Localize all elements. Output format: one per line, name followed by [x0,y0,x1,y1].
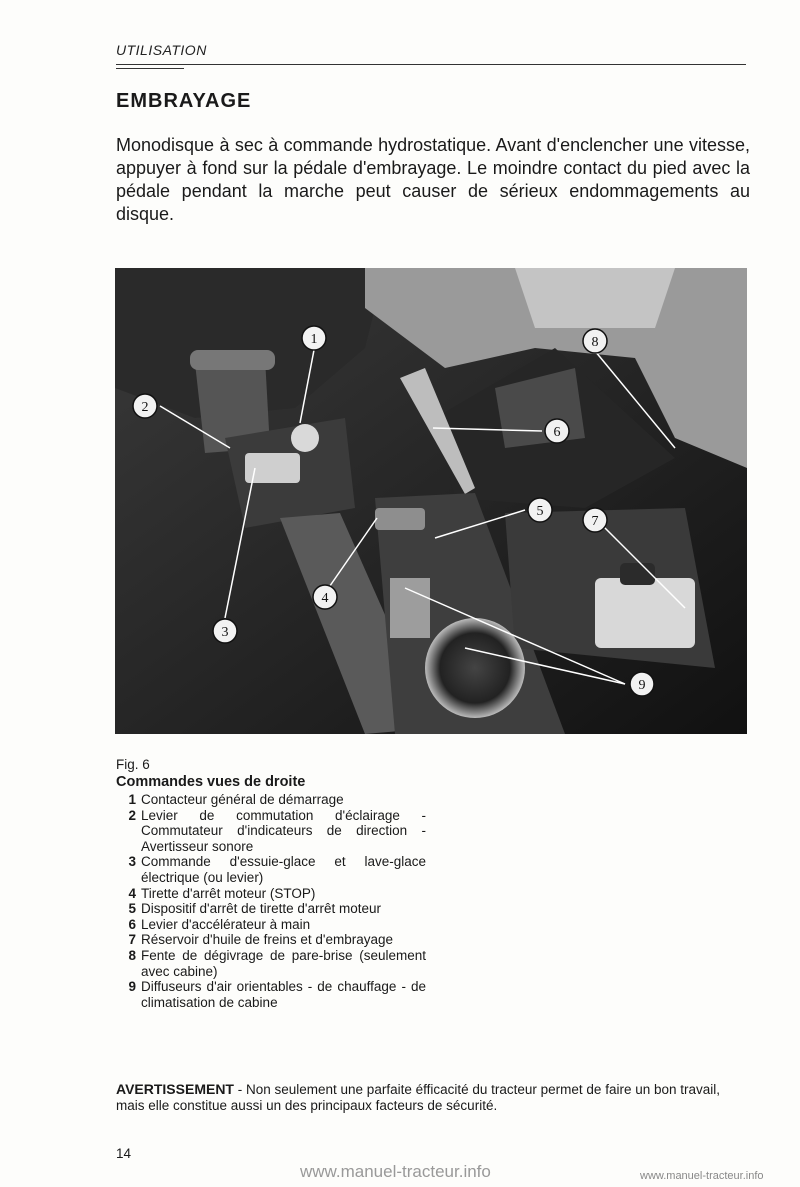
legend-item [116,948,426,979]
legend-number: 7 [128,932,136,948]
svg-text:9: 9 [638,678,646,693]
footer-watermark: www.manuel-tracteur.info [300,1162,491,1181]
legend-text: Levier d'accélérateur à main [141,916,311,932]
legend-item [116,808,426,855]
header-rule [116,64,746,65]
legend-text: Réservoir d'huile de freins et d'embrayage [141,932,394,948]
figure-legend [116,792,426,1010]
warning-label: AVERTISSEMENT [116,1081,234,1097]
svg-text:5: 5 [536,504,544,519]
svg-text:6: 6 [553,425,561,440]
svg-text:8: 8 [591,335,599,350]
callout-2 [133,394,157,418]
legend-item [116,932,426,948]
legend-text: Fente de dégivrage de pare-brise (seulement avec cabine) [141,947,426,979]
legend-item [116,917,426,933]
intro-paragraph: Monodisque à sec à commande hydrostatique. Avant d'enclencher une vitesse, appuyer à fond sur la pédale d'embrayage. Le moindre contact du pied avec la pédale pendant la marche peut causer de sérieux endommagements au disque. [116,135,750,224]
callout-1 [302,326,326,350]
page-title: EMBRAYAGE [116,90,252,112]
legend-number: 1 [128,792,136,807]
legend-item [116,854,426,885]
callout-9 [630,672,654,696]
legend-text: Contacteur général de démarrage [141,792,344,807]
legend-item [116,886,426,902]
legend-number: 5 [128,901,136,917]
legend-text: Diffuseurs d'air orientables - de chauffage - de climatisation de cabine [141,979,426,1010]
legend-number: 4 [128,885,136,901]
callout-8 [583,329,607,353]
legend-item [116,901,426,917]
legend-text: Dispositif d'arrêt de tirette d'arrêt moteur [141,901,382,917]
legend-text: Levier de commutation d'éclairage -Commutateur d'indicateurs de direction - Avertisseur sonore [141,807,426,854]
callout-4 [313,585,337,609]
legend-number: 9 [128,979,136,995]
figure-label: Fig. 6 [116,757,150,772]
svg-text:7: 7 [591,514,599,529]
figure-caption-title: Commandes vues de droite [116,774,306,790]
callout-5 [528,498,552,522]
legend-text: Tirette d'arrêt moteur (STOP) [141,885,316,901]
legend-number: 8 [128,947,136,963]
section-header: UTILISATION [116,42,207,58]
legend-text: Commande d'essuie-glace et lave-glace électrique (ou levier) [141,854,426,885]
warning-text: - Non seulement une parfaite éfficacité du tracteur permet de faire un bon travail, mais elle constitue aussi un des principaux facteurs de sécurité. [116,1082,721,1113]
callout-7 [583,508,607,532]
svg-text:2: 2 [141,400,149,415]
legend-number: 6 [128,916,136,932]
svg-text:4: 4 [321,591,329,606]
page-number: 14 [116,1146,132,1161]
legend-item [116,792,426,808]
svg-text:1: 1 [310,332,318,347]
svg-text:3: 3 [221,625,229,640]
legend-item [116,979,426,1010]
legend-number: 3 [128,854,136,870]
callout-3 [213,619,237,643]
header-rule-accent [116,68,184,69]
figure-photo [115,268,747,734]
callout-6 [545,419,569,443]
footer-url: www.manuel-tracteur.info [640,1170,764,1182]
warning-paragraph [116,1081,752,1114]
legend-number: 2 [128,807,136,823]
